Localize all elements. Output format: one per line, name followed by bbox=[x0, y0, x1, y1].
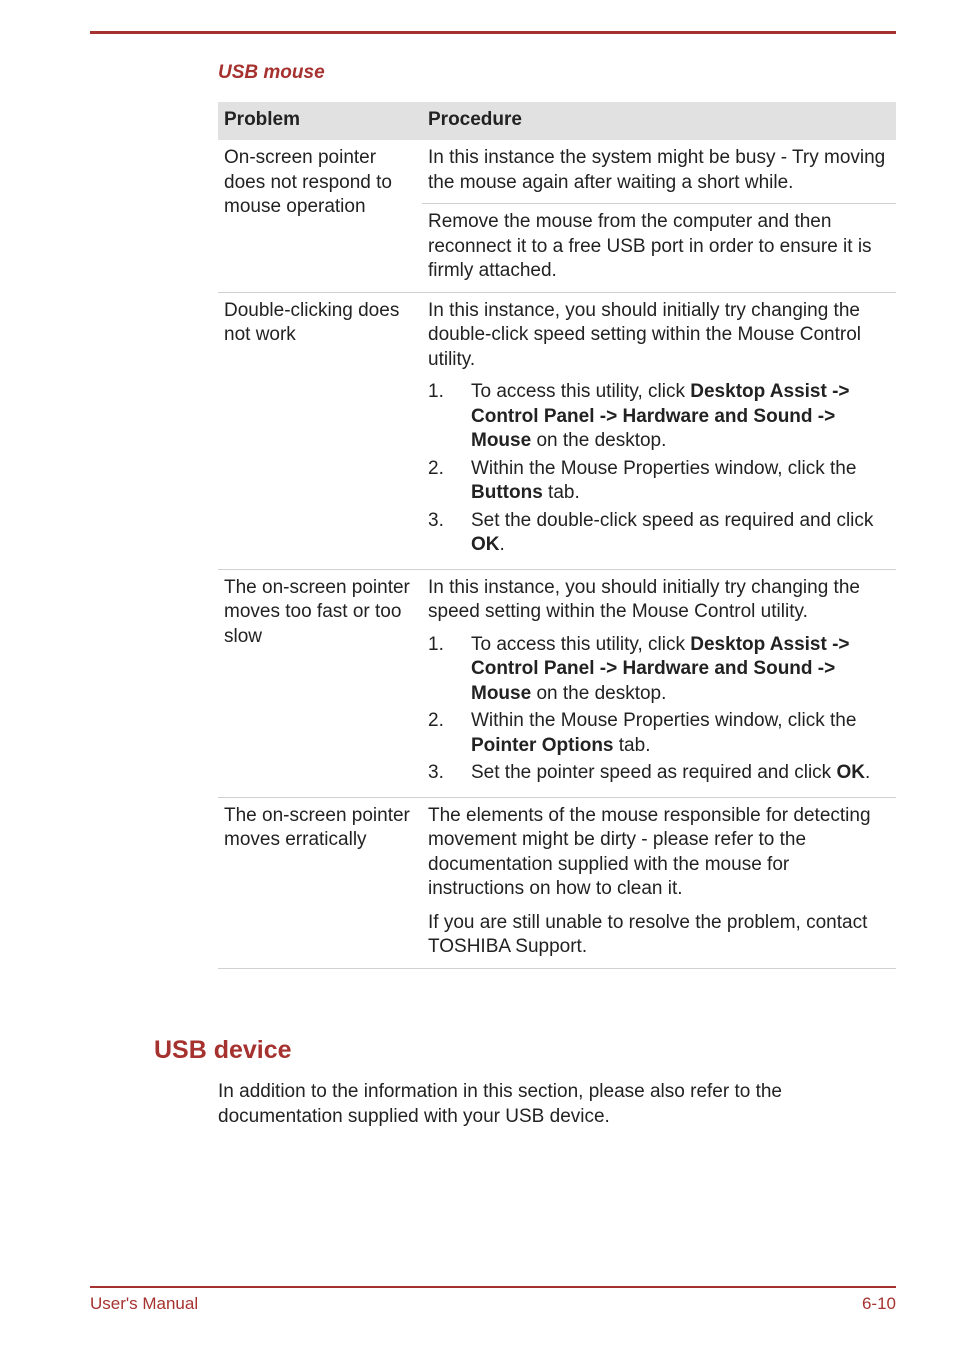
procedure-intro: In this instance, you should initially try changing the double-click speed setting within the Mouse Control utility. bbox=[428, 299, 862, 370]
list-item: 1. To access this utility, click Desktop Assist -> Control Panel -> Hardware and Sound -> Mouse on the desktop. bbox=[428, 381, 850, 451]
bottom-rule bbox=[90, 1286, 896, 1288]
procedure-cell bbox=[422, 292, 896, 569]
procedure-cell bbox=[422, 204, 896, 293]
troubleshooting-table bbox=[218, 102, 896, 969]
problem-cell: Double-clicking does not work bbox=[218, 292, 422, 569]
list-item: 3. Set the double-click speed as required and click OK. bbox=[428, 509, 874, 555]
header-procedure: Procedure bbox=[422, 102, 896, 140]
subsection-title: USB mouse bbox=[218, 62, 325, 83]
procedure-cell bbox=[422, 569, 896, 797]
procedure-intro: In this instance, you should initially try changing the speed setting within the Mouse Control utility. bbox=[428, 576, 860, 622]
table-row bbox=[218, 292, 896, 569]
footer-manual-title: User's Manual bbox=[90, 1294, 199, 1313]
footer-page-number: 6-10 bbox=[861, 1294, 896, 1313]
steps-list bbox=[428, 380, 890, 558]
procedure-cell bbox=[422, 140, 896, 204]
section-title: USB device bbox=[154, 1036, 292, 1064]
header-problem: Problem bbox=[218, 102, 422, 140]
top-rule bbox=[90, 31, 896, 34]
table-row bbox=[218, 569, 896, 797]
procedure-cell bbox=[422, 797, 896, 968]
table-row bbox=[218, 140, 896, 204]
problem-cell: The on-screen pointer moves too fast or too slow bbox=[218, 569, 422, 797]
table-row bbox=[218, 797, 896, 968]
problem-cell: On-screen pointer does not respond to mouse operation bbox=[218, 140, 422, 292]
section-body: In addition to the information in this section, please also refer to the documentation supplied with your USB device. bbox=[218, 1081, 782, 1127]
procedure-text: In this instance the system might be busy - Try moving the mouse again after waiting a short while. bbox=[428, 147, 886, 193]
problem-cell: The on-screen pointer moves erratically bbox=[218, 797, 422, 968]
procedure-text: The elements of the mouse responsible for detecting movement might be dirty - please refer to the documentation supplied with the mouse for instructions on how to clean it. bbox=[428, 804, 871, 899]
procedure-text: Remove the mouse from the computer and then reconnect it to a free USB port in order to ensure it is firmly attached. bbox=[428, 211, 872, 281]
procedure-text: If you are still unable to resolve the problem, contact TOSHIBA Support. bbox=[428, 911, 868, 957]
list-item: 2. Within the Mouse Properties window, click the Buttons tab. bbox=[428, 457, 857, 503]
steps-list bbox=[428, 633, 890, 786]
list-item: 2. Within the Mouse Properties window, click the Pointer Options tab. bbox=[428, 710, 857, 756]
list-item: 1. To access this utility, click Desktop Assist -> Control Panel -> Hardware and Sound -> Mouse on the desktop. bbox=[428, 633, 850, 704]
table-header-row bbox=[218, 102, 896, 140]
list-item: 3. Set the pointer speed as required and click OK. bbox=[428, 762, 871, 783]
